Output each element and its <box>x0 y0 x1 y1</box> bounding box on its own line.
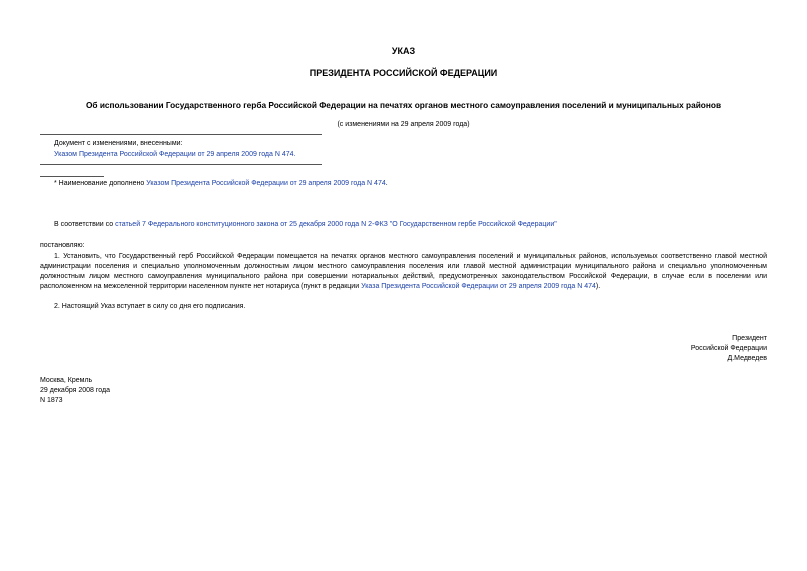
footnote-suffix: . <box>385 180 388 187</box>
signature-title-2: Российской Федерации <box>690 345 767 352</box>
item-2: 2. Настоящий Указ вступает в силу со дня его подписания. <box>54 303 246 310</box>
footnote <box>54 179 388 189</box>
item-1 <box>40 252 767 292</box>
preamble-link[interactable]: статьей 7 Федерального конституционного закона от 25 декабря 2000 года N 2-ФКЗ "О Государственном гербе Российской Федерации" <box>115 221 557 228</box>
changes-box-link[interactable]: Указом Президента Российской Федерации от 29 апреля 2009 года N 474. <box>54 151 296 158</box>
item-1-link[interactable]: Указа Президента Российской Федерации от 29 апреля 2009 года N 474 <box>361 283 596 290</box>
signature-name: Д.Медведев <box>727 355 767 362</box>
footnote-link[interactable]: Указом Президента Российской Федерации от 29 апреля 2009 года N 474 <box>146 180 386 187</box>
signing-place: Москва, Кремль <box>40 377 93 384</box>
changes-box-top-rule <box>40 134 322 135</box>
changes-box-label: Документ с изменениями, внесенными: <box>54 140 183 147</box>
document-title: Об использовании Государственного герба Российской Федерации на печатях органов местного самоуправления поселений и муниципальных районов <box>85 100 722 110</box>
president-heading: ПРЕЗИДЕНТА РОССИЙСКОЙ ФЕДЕРАЦИИ <box>309 68 498 78</box>
decree-word: постановляю: <box>40 242 85 249</box>
decree-heading: УКАЗ <box>391 46 416 56</box>
preamble <box>54 220 557 230</box>
item-1-suffix: ). <box>595 283 601 290</box>
footnote-prefix: * Наименование дополнено <box>54 180 147 187</box>
decree-number: N 1873 <box>40 397 63 404</box>
preamble-prefix: В соответствии со <box>54 221 116 228</box>
changes-box-bottom-rule <box>40 164 322 165</box>
revision-note: (с изменениями на 29 апреля 2009 года) <box>337 121 470 128</box>
signing-date: 29 декабря 2008 года <box>40 387 111 394</box>
signature-title-1: Президент <box>732 335 767 342</box>
item-1-text: 1. Установить, что Государственный герб Российской Федерации помещается на печатях органов местного самоуправления поселений и муниципальных районов, используемых соответственно главой местной администрации поселения и специально уполномоченным должностным лицом местного самоуправления поселения или главой местной администрации муниципального района и специально уполномоченным должностным лицом местного самоуправления муниципального района при совершении нотариальных действий, предусмотренных законодательством Российской Федерации, в случае если в поселении или расположенном на межселенной территории населенном пункте нет нотариуса (пункт в редакции <box>40 253 767 290</box>
footnote-rule <box>40 176 104 177</box>
